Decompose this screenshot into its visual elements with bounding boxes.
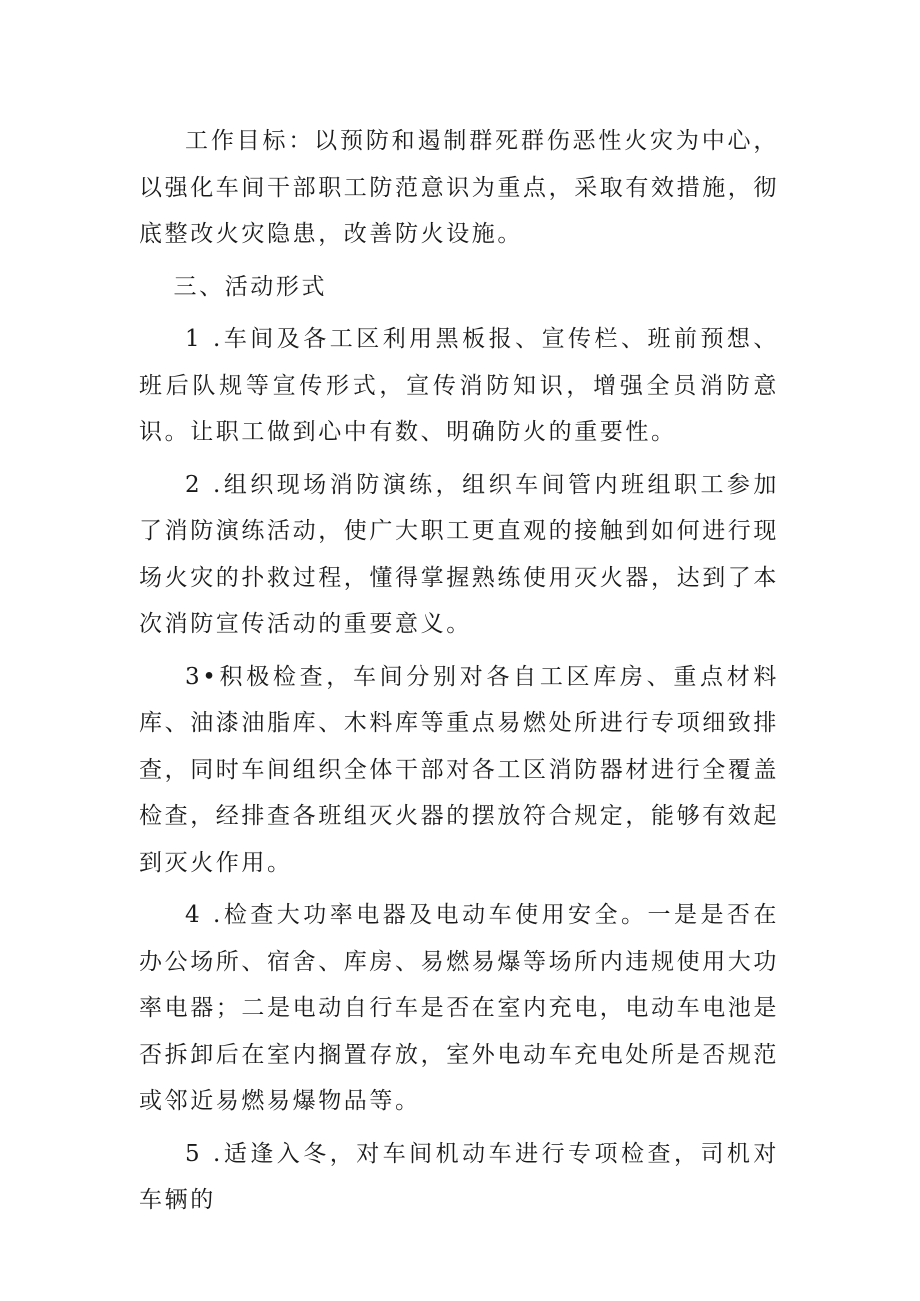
paragraph-item-2: 2 .组织现场消防演练，组织车间管内班组职工参加了消防演练活动，使广大职工更直观的接触到如何进行现场火灾的扑救过程，懂得掌握熟练使用灭火器，达到了本次消防宣传活动的重要意义。: [139, 471, 779, 637]
paragraph-work-goal: 工作目标：以预防和遏制群死群伤恶性火灾为中心，以强化车间干部职工防范意识为重点，采取有效措施，彻底整改火灾隐患，改善防火设施。: [139, 128, 779, 247]
paragraph-item-1: 1 .车间及各工区利用黑板报、宣传栏、班前预想、班后队规等宣传形式，宣传消防知识，增强全员消防意识。让职工做到心中有数、明确防火的重要性。: [139, 326, 779, 445]
paragraph-item-4: 4 .检查大功率电器及电动车使用安全。一是是否在办公场所、宿舍、库房、易燃易爆等场所内违规使用大功率电器；二是电动自行车是否在室内充电，电动车电池是否拆卸后在室内搁置存放，室外电动车充电处所是否规范或邻近易燃易爆物品等。: [139, 902, 779, 1114]
document-body: [139, 118, 779, 1224]
paragraph-item-5: 5 .适逢入冬，对车间机动车进行专项检查，司机对车辆的: [139, 1140, 779, 1213]
section-heading-activity-forms: 三、活动形式: [173, 273, 328, 300]
paragraph-item-3: 3•积极检查，车间分别对各自工区库房、重点材料库、油漆油脂库、木料库等重点易燃处所进行专项细致排查，同时车间组织全体干部对各工区消防器材进行全覆盖检查，经排查各班组灭火器的摆放符合规定，能够有效起到灭火作用。: [139, 663, 779, 876]
